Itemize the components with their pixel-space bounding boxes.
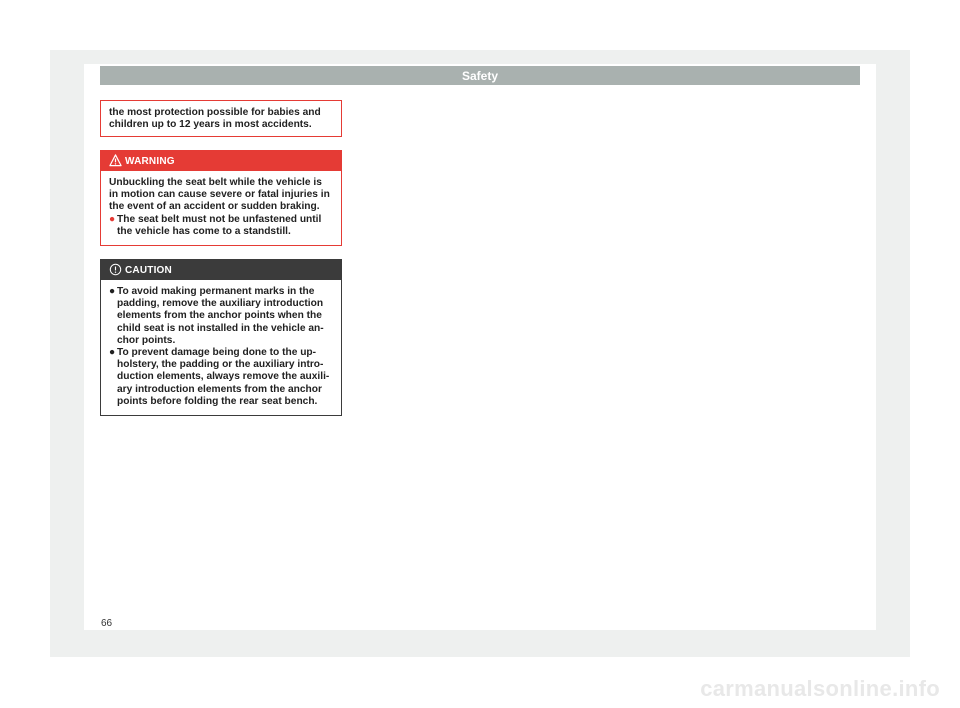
caution-bullet-text: To prevent damage being done to the up-holstery, the padding or the auxiliary intro-duction elements, always remove the auxili-ary introduction elements from the anchor points before folding the rear seat bench. (117, 347, 330, 407)
warning-body (101, 171, 341, 245)
list-item (109, 214, 333, 238)
caution-body (101, 280, 341, 415)
bullet-dot: ● (109, 213, 116, 225)
continuation-text: the most protection possible for babies and children up to 12 years in most accidents. (109, 107, 321, 131)
caution-header (101, 260, 341, 280)
caution-bullet-text: To avoid making permanent marks in the padding, remove the auxiliary introduction elements from the anchor points when the child seat is not installed in the vehicle an-chor points. (117, 286, 324, 346)
section-title: Safety (461, 68, 499, 83)
section-header (100, 66, 860, 85)
warning-header (101, 151, 341, 171)
warning-triangle-icon (109, 154, 122, 167)
page-number: 66 (101, 618, 113, 629)
caution-label: CAUTION (125, 264, 172, 276)
warning-box (100, 150, 342, 246)
continuation-box (100, 100, 342, 137)
warning-bullet-text: The seat belt must not be unfastened until the vehicle has come to a standstill. (117, 213, 322, 237)
watermark: carmanualsonline.info (700, 676, 940, 701)
list-item (109, 286, 333, 347)
warning-label: WARNING (125, 155, 175, 167)
content-column (100, 100, 342, 416)
list-item (109, 347, 333, 408)
bullet-dot: ● (109, 347, 116, 359)
bullet-dot: ● (109, 286, 116, 298)
caution-box (100, 259, 342, 416)
warning-paragraph: Unbuckling the seat belt while the vehicle is in motion can cause severe or fatal injuries in the event of an accident or sudden braking. (109, 177, 330, 213)
info-circle-icon (109, 263, 122, 276)
